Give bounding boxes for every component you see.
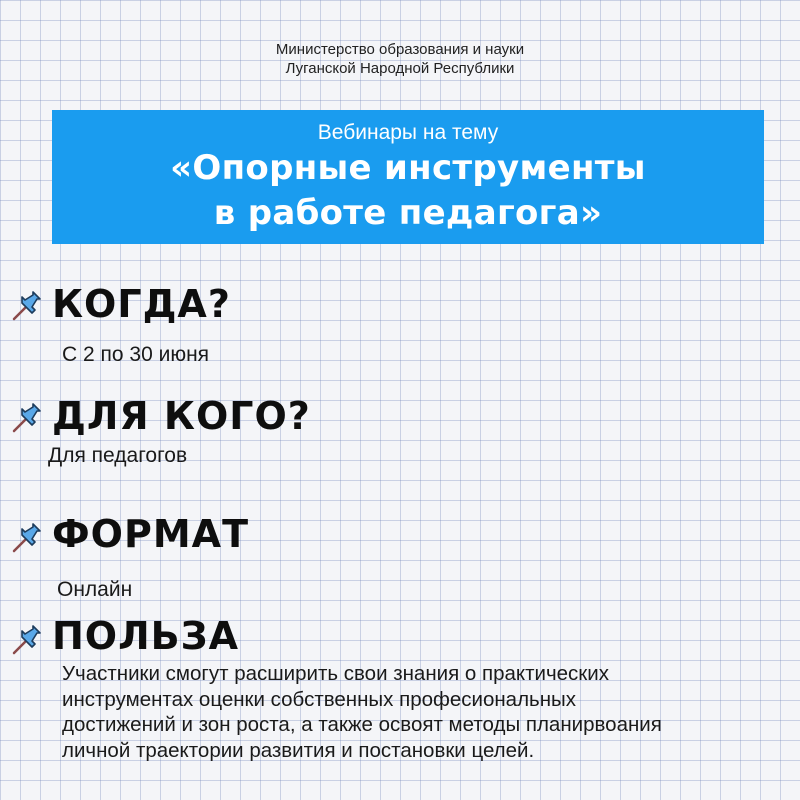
banner-title-line-1: «Опорные инструменты [170,148,646,188]
section-text-format: Онлайн [57,578,133,601]
section-heading-when: КОГДА? [52,282,231,326]
pushpin-icon [10,520,44,554]
pushpin-icon [10,288,44,322]
section-text-when: С 2 по 30 июня [62,343,210,366]
benefit-line-1: Участники смогут расширить свои знания о практических [62,662,609,685]
title-banner [52,110,764,244]
benefit-line-3: достижений и зон роста, а также освоят методы планирвоания [62,713,662,736]
section-heading-format: ФОРМАТ [52,512,249,556]
ministry-line-2: Луганской Народной Республики [285,60,515,77]
ministry-line-1: Министерство образования и науки [275,41,525,58]
benefit-line-4: личной траектории развития и постановки целей. [62,738,535,762]
banner-subtitle: Вебинары на тему [317,121,499,144]
section-text-for-whom: Для педагогов [48,444,188,467]
benefit-line-2: инструментах оценки собственных професиональных [62,687,577,711]
pushpin-icon [10,400,44,434]
pushpin-icon [10,622,44,656]
section-heading-for-whom: ДЛЯ КОГО? [52,394,311,438]
banner-title-line-2: в работе педагога» [213,193,603,233]
section-heading-benefit: ПОЛЬЗА [52,614,240,658]
section-text-benefit [62,661,782,763]
ministry-header [0,40,800,78]
